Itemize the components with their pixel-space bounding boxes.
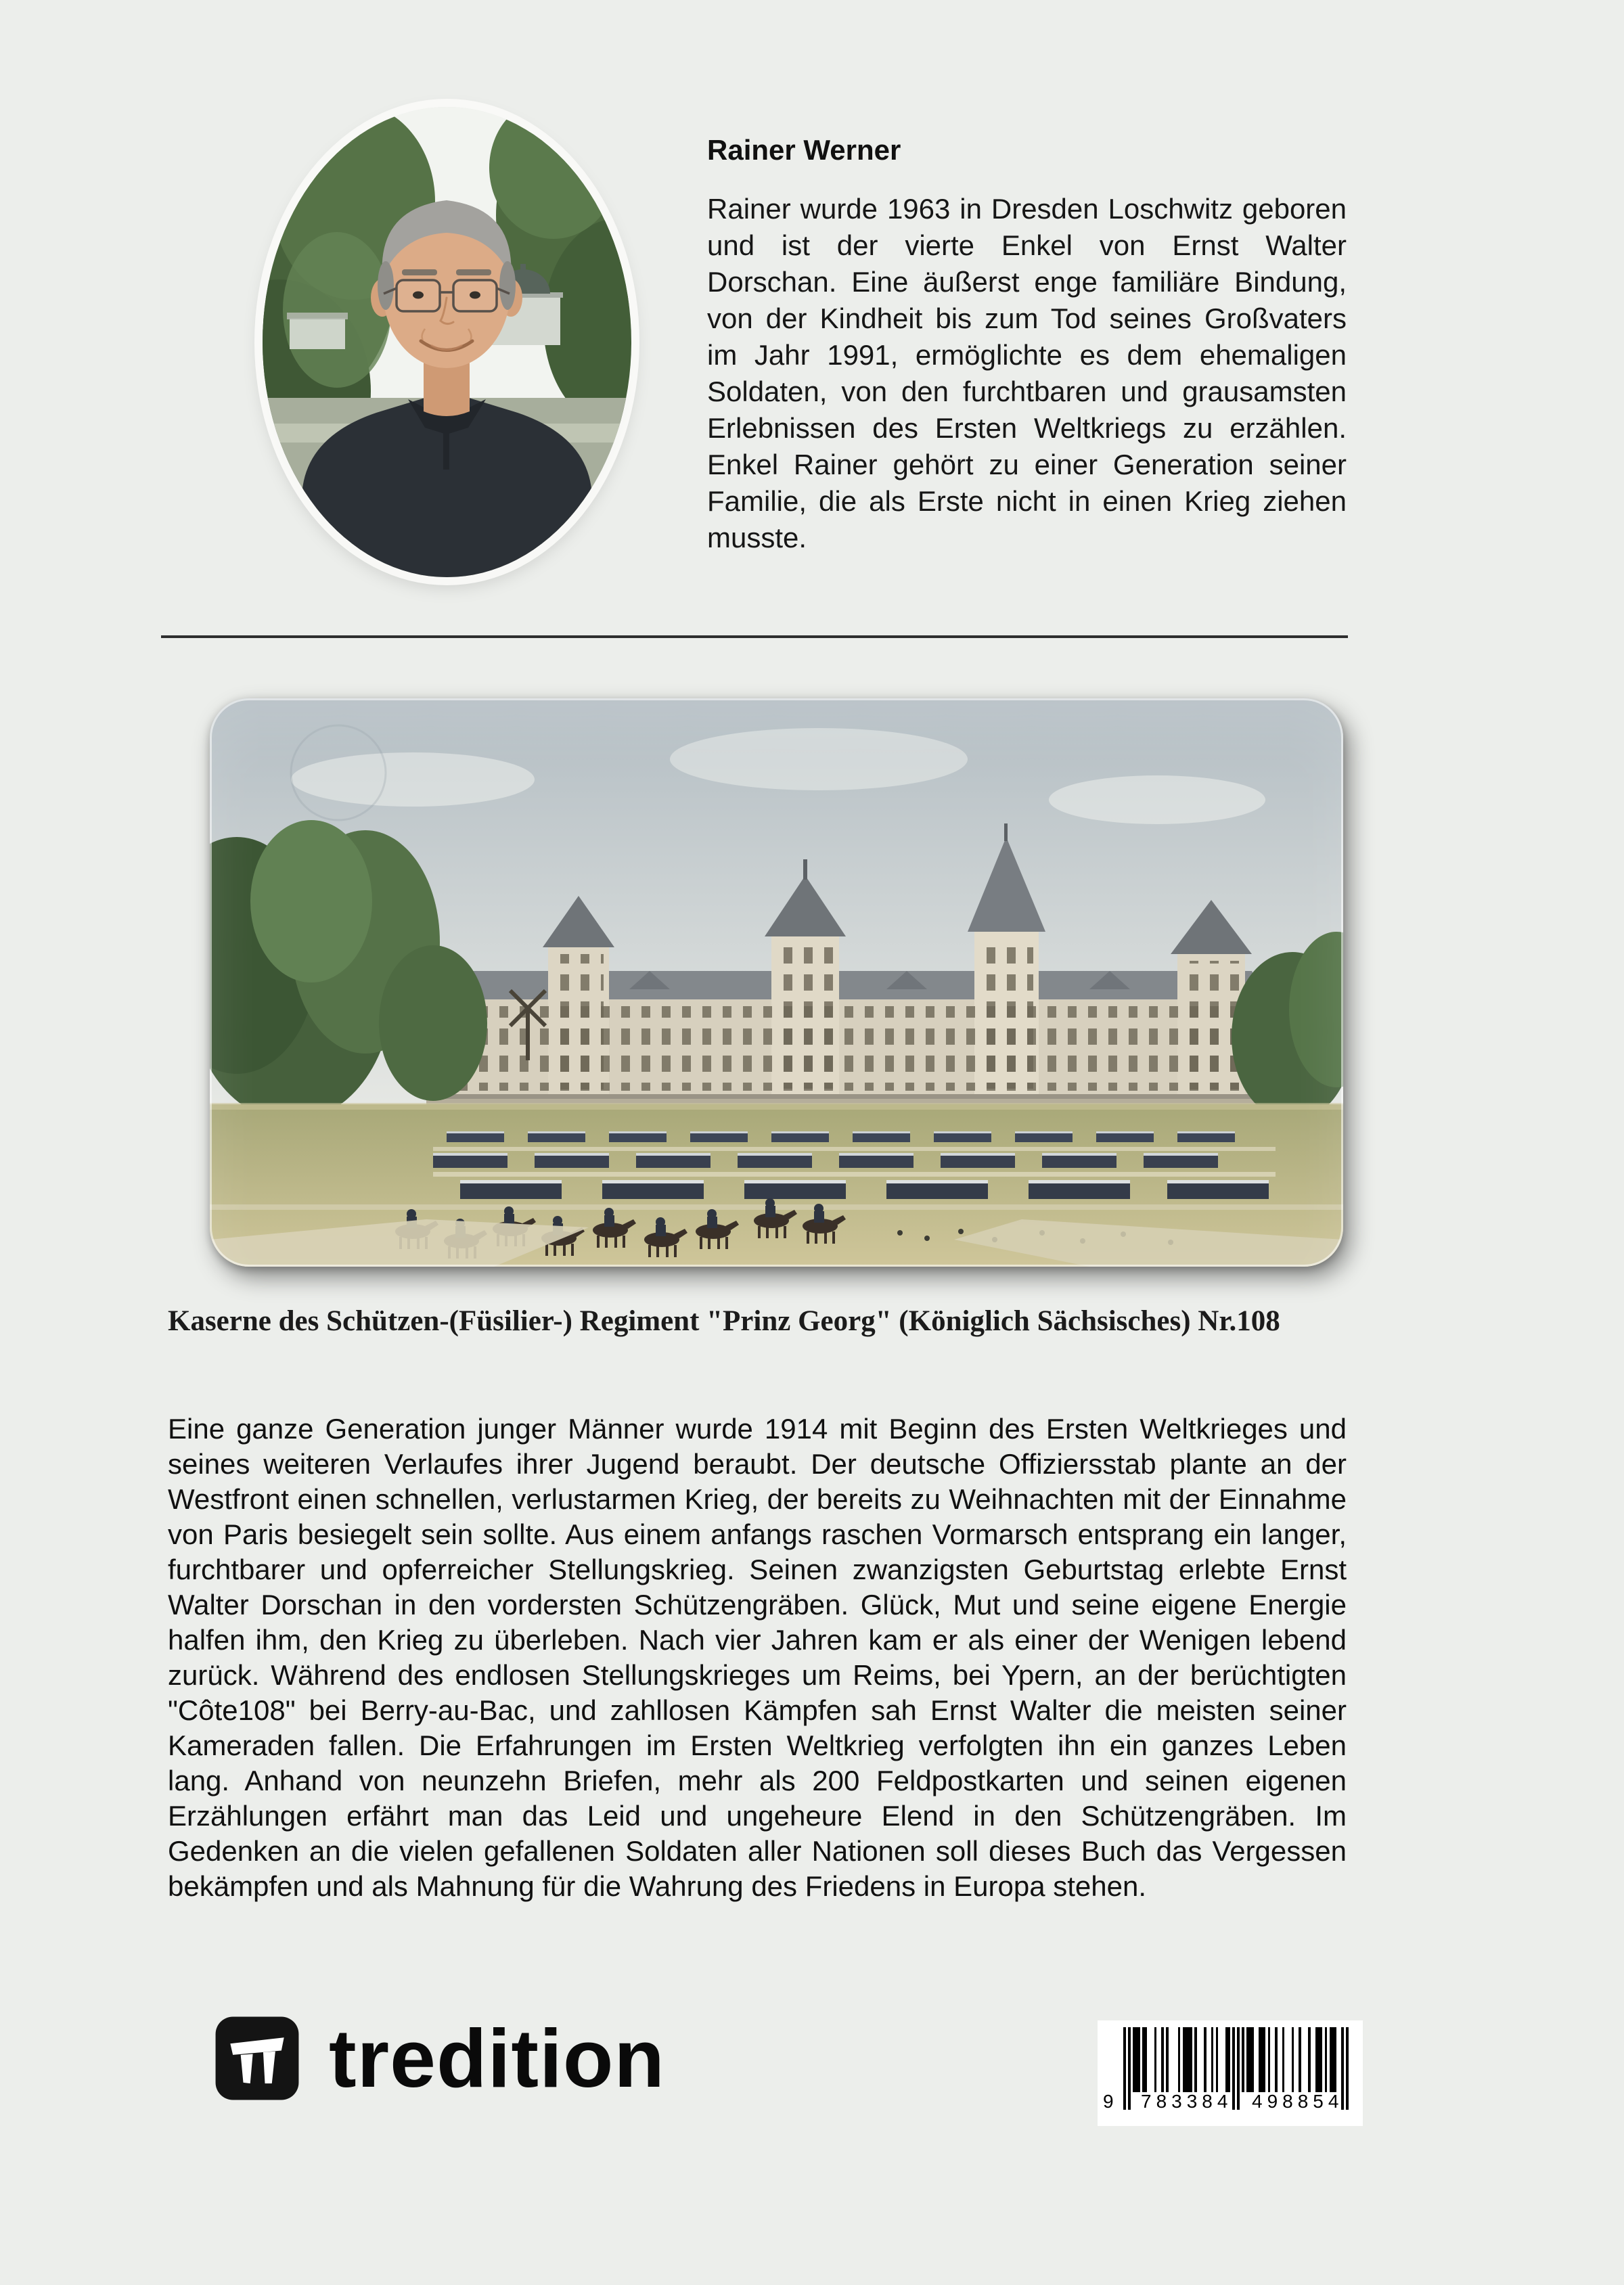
barcode xyxy=(1098,2020,1363,2126)
barcode-digit-lead: 9 xyxy=(1103,2091,1114,2112)
publisher-name: tredition xyxy=(329,2012,665,2104)
tredition-icon xyxy=(214,2015,300,2102)
publisher-logo xyxy=(214,2011,665,2106)
author-bio-text: Rainer wurde 1963 in Dresden Loschwitz geboren und ist der vierte Enkel von Ernst Walter Dorschan. Eine äußerst enge familiäre Bindung, von der Kindheit bis zum Tod seines Großvaters im Jahr 1991, ermöglichte es dem ehemaligen Soldaten, von den furchtbaren und grausamsten Erlebnissen des Ersten Weltkriegs zu erzählen. Enkel Rainer gehört zu einer Generation seiner Familie, die als Erste nicht in einen Krieg ziehen musste. xyxy=(707,193,1347,553)
postcard-caption: Kaserne des Schützen-(Füsilier-) Regiment "Prinz Georg" (Königlich Sächsisches) Nr.108 xyxy=(168,1305,1280,1337)
barcode-digits-group2: 498854 xyxy=(1252,2091,1344,2112)
synopsis-text: Eine ganze Generation junger Männer wurde 1914 mit Beginn des Ersten Weltkrieges und seines weiteren Verlaufes ihrer Jugend beraubt. Der deutsche Offiziersstab plante an der Westfront einen schnellen, verlustarmen Krieg, der bereits zu Weihnachten mit der Einnahme von Paris besiegelt sein sollte. Aus einem anfangs raschen Vormarsch entsprang ein langer, furchtbarer und opferreicher Stellungskrieg. Seinen zwanzigsten Geburtstag erlebte Ernst Walter Dorschan in den vordersten Schützengräben. Glück, Mut und seine eigene Energie halfen ihm, den Krieg zu überleben. Nach vier Jahren kam er als einer der Wenigen lebend zurück. Während des endlosen Stellungskrieges um Reims, bei Ypern, an der berüchtigten "Côte108" bei Berry-au-Bac, und zahllosen Kämpfen sah Ernst Walter die meisten seiner Kameraden fallen. Die Erfahrungen im Ersten Weltkrieg verfolgten ihn ein ganzes Leben lang. Anhand von neunzehn Briefen, mehr als 200 Feldpostkarten und seinen eigenen Erzählungen erfährt man das Leid und ungeheure Elend in den Schützengräben. Im Gedenken an die vielen gefallenen Soldaten aller Nationen soll dieses Buch das Vergessen bekämpfen und als Mahnung für die Wahrung des Friedens in Europa stehen. xyxy=(168,1413,1347,1902)
author-name: Rainer Werner xyxy=(707,134,901,166)
author-portrait-illustration xyxy=(263,107,631,577)
author-portrait-photo xyxy=(263,107,631,577)
postcard-image xyxy=(210,698,1343,1267)
postcard-illustration xyxy=(210,698,1343,1267)
barcode-digits-group1: 783384 xyxy=(1141,2091,1233,2112)
divider-rule xyxy=(161,635,1348,638)
